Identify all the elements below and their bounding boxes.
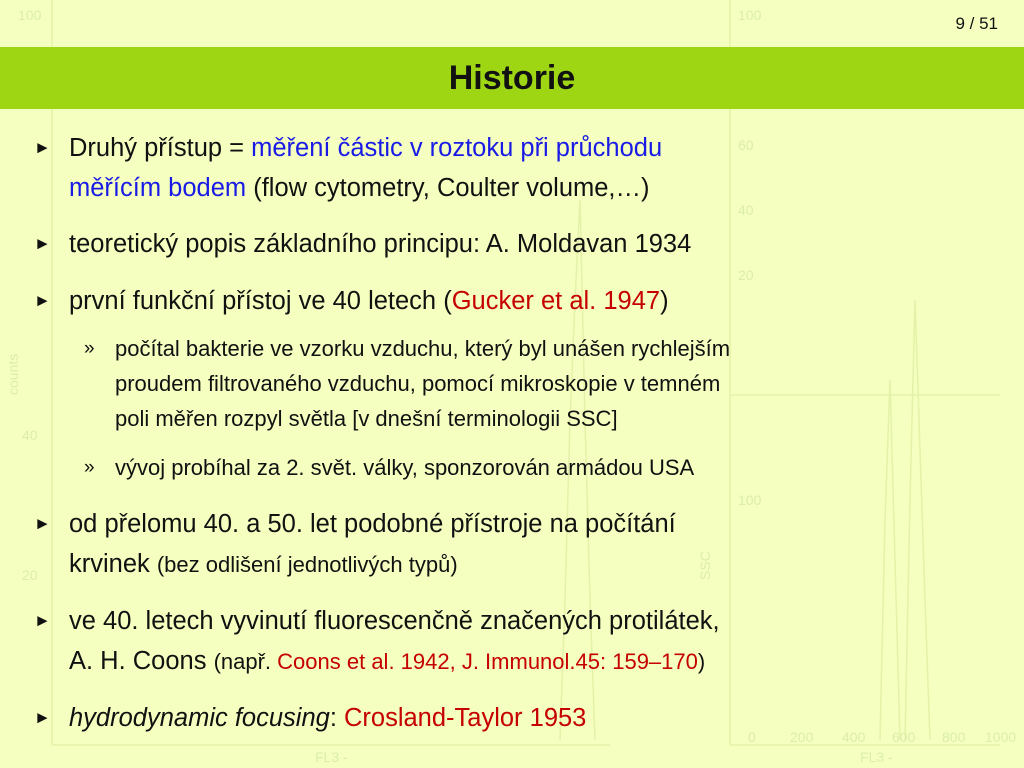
bullet-text-note: (např. bbox=[213, 649, 278, 674]
watermark-tick-label: 1000 bbox=[985, 729, 1017, 745]
reference: Coons et al. 1942, J. Immunol.45: 159–170 bbox=[277, 649, 698, 674]
watermark-tick-label: 20 bbox=[22, 567, 38, 583]
watermark-tick-label: 100 bbox=[738, 7, 762, 23]
bullet-text-note: ) bbox=[697, 649, 706, 674]
bullet-marker: ► bbox=[34, 708, 51, 727]
bullet-text-italic: hydrodynamic focusing bbox=[69, 704, 330, 732]
bullet-text-line: krvinek bbox=[69, 550, 157, 578]
sub-bullet-marker: » bbox=[84, 457, 95, 478]
sub-bullet-line: proudem filtrovaného vzduchu, pomocí mikroskopie v temném bbox=[115, 371, 721, 396]
sub-bullet-text bbox=[115, 331, 1005, 436]
bullet-text-separator: : bbox=[329, 704, 344, 732]
reference: Gucker et al. 1947 bbox=[451, 287, 661, 315]
bullet-marker: ► bbox=[34, 234, 51, 253]
highlight-phrase: měřícím bodem bbox=[69, 174, 247, 202]
bullet-text-line: od přelomu 40. a 50. let podobné přístroje na počítání bbox=[69, 510, 676, 538]
bullet-text bbox=[69, 601, 999, 682]
bullet-text bbox=[69, 281, 999, 321]
bullet-text-suffix: (flow cytometry, Coulter volume,…) bbox=[246, 174, 650, 202]
sub-bullet-text bbox=[115, 450, 1005, 485]
watermark-axis-label: FL3 - bbox=[860, 749, 893, 765]
reference: Crosland-Taylor 1953 bbox=[343, 704, 587, 732]
watermark-tick-label: 20 bbox=[738, 267, 754, 283]
bullet-text bbox=[69, 698, 999, 738]
page-number: 9 / 51 bbox=[955, 14, 998, 33]
bullet-text bbox=[69, 504, 999, 585]
sub-bullet-line: vývoj probíhal za 2. svět. války, sponzorován armádou USA bbox=[115, 455, 695, 480]
bullet-text-note: (bez odlišení jednotlivých typů) bbox=[156, 552, 458, 577]
bullet-marker: ► bbox=[34, 514, 51, 533]
highlight-phrase: měření částic v roztoku při průchodu bbox=[251, 134, 663, 162]
watermark-axis-label: counts bbox=[5, 353, 21, 395]
bullet-marker: ► bbox=[34, 291, 51, 310]
watermark-tick-label: 100 bbox=[738, 492, 762, 508]
watermark-axis-label: FL3 - bbox=[315, 749, 348, 765]
watermark-tick-label: 40 bbox=[22, 427, 38, 443]
sub-bullet-marker: » bbox=[84, 338, 95, 359]
watermark-tick-label: 60 bbox=[738, 137, 754, 153]
title-bar bbox=[0, 47, 1024, 109]
slide-title: Historie bbox=[448, 58, 576, 97]
bullet-text-line: A. H. Coons bbox=[69, 647, 214, 675]
watermark-tick-label: 200 bbox=[790, 729, 814, 745]
watermark-tick-label: 800 bbox=[942, 729, 966, 745]
bullet-text bbox=[69, 128, 999, 208]
bullet-text: teoretický popis základního principu: A. Moldavan 1934 bbox=[69, 230, 692, 258]
bullet-text-prefix: první funkční přístoj ve 40 letech ( bbox=[69, 287, 452, 315]
bullet-marker: ► bbox=[34, 138, 51, 157]
bullet-text-suffix: ) bbox=[660, 287, 669, 315]
watermark-axis-label: SSC bbox=[697, 551, 713, 580]
sub-bullet-line: poli měřen rozpyl světla [v dnešní terminologii SSC] bbox=[115, 406, 618, 431]
bullet-text-prefix: Druhý přístup = bbox=[69, 134, 252, 162]
watermark-tick-label: 600 bbox=[892, 729, 916, 745]
bullet-text-line: ve 40. letech vyvinutí fluorescenčně značených protilátek, bbox=[69, 607, 720, 635]
watermark-tick-label: 400 bbox=[842, 729, 866, 745]
watermark-tick-label: 100 bbox=[18, 7, 42, 23]
sub-bullet-line: počítal bakterie ve vzorku vzduchu, který byl unášen rychlejším bbox=[115, 336, 731, 361]
watermark-tick-label: 40 bbox=[738, 202, 754, 218]
bullet-marker: ► bbox=[34, 611, 51, 630]
watermark-tick-label: 0 bbox=[748, 729, 756, 745]
